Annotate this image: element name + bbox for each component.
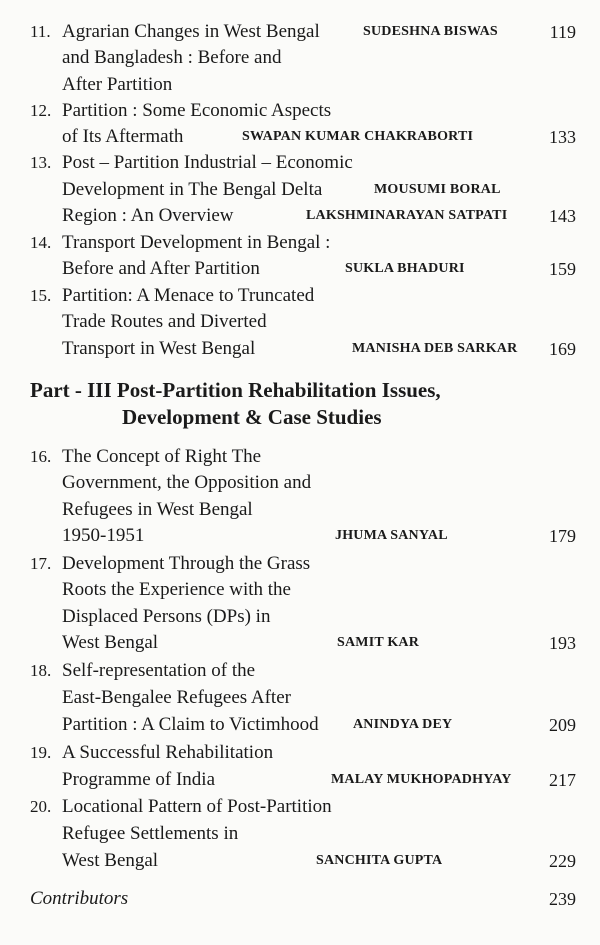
entry-title-line: Agrarian Changes in West Bengal — [62, 21, 320, 42]
toc-entry-11-line-2 — [0, 45, 600, 71]
entry-title-line: After Partition — [62, 74, 173, 95]
entry-title-line: Region : An Overview — [62, 205, 234, 226]
entry-page-number: 169 — [549, 339, 576, 359]
toc-entry-13 — [0, 150, 600, 176]
entry-author: JHUMA SANYAL — [335, 528, 448, 543]
toc-entry-12-line-2 — [0, 124, 600, 150]
entry-number: 15. — [30, 286, 52, 305]
entry-page-number: 159 — [549, 259, 576, 279]
entry-title-line: Trade Routes and Diverted — [62, 311, 267, 332]
entry-number: 13. — [30, 153, 52, 172]
entry-title-line: Transport in West Bengal — [62, 338, 256, 359]
entry-title-line: and Bangladesh : Before and — [62, 47, 282, 68]
entry-title-line: Government, the Opposition and — [62, 472, 312, 493]
entry-title-line: 1950-1951 — [62, 525, 145, 546]
toc-entry-20-line-3 — [0, 848, 600, 874]
entry-author: ANINDYA DEY — [353, 717, 453, 732]
entry-page-number: 119 — [549, 22, 576, 42]
entry-author: SWAPAN KUMAR CHAKRABORTI — [242, 129, 474, 144]
toc-entry-19-line-2 — [0, 767, 600, 793]
entry-page-number: 229 — [549, 851, 576, 871]
entry-number: 17. — [30, 554, 52, 573]
toc-entry-11-line-3 — [0, 72, 600, 98]
entry-title-line: Displaced Persons (DPs) in — [62, 606, 271, 627]
toc-entry-12 — [0, 98, 600, 124]
entry-author: SANCHITA GUPTA — [316, 853, 443, 868]
entry-page-number: 193 — [549, 633, 576, 653]
entry-title-line: A Successful Rehabilitation — [62, 742, 274, 763]
entry-number: 12. — [30, 101, 52, 120]
toc-entry-18-line-3 — [0, 712, 600, 738]
entry-number: 14. — [30, 233, 52, 252]
entry-title-line: West Bengal — [62, 632, 159, 653]
toc-contributors — [0, 886, 600, 912]
toc-entry-17-line-4 — [0, 630, 600, 656]
toc-entry-16-line-4 — [0, 523, 600, 549]
toc-entry-19 — [0, 740, 600, 766]
part-heading-line-1: Part - III Post-Partition Rehabilitation Issues, — [30, 378, 441, 402]
entry-title-line: Self-representation of the — [62, 660, 256, 681]
entry-author: MALAY MUKHOPADHYAY — [331, 772, 512, 787]
toc-entry-17 — [0, 551, 600, 577]
toc-entry-13-line-2 — [0, 177, 600, 203]
entry-number: 20. — [30, 797, 52, 816]
toc-entry-13-line-3 — [0, 203, 600, 229]
entry-page-number: 179 — [549, 526, 576, 546]
entry-title-line: Roots the Experience with the — [62, 579, 291, 600]
toc-entry-20-line-2 — [0, 821, 600, 847]
entry-title-line: East-Bengalee Refugees After — [62, 687, 291, 708]
entry-author: SAMIT KAR — [337, 635, 420, 650]
entry-title-line: of Its Aftermath — [62, 126, 184, 147]
toc-entry-11 — [0, 19, 600, 45]
entry-title-line: Refugee Settlements in — [62, 823, 239, 844]
entry-title-line: Development Through the Grass — [62, 553, 311, 574]
entry-title-line: Locational Pattern of Post-Partition — [62, 796, 332, 817]
entry-author: SUKLA BHADURI — [345, 261, 465, 276]
entry-title-line: Before and After Partition — [62, 258, 260, 279]
toc-entry-18 — [0, 658, 600, 684]
entry-author: MANISHA DEB SARKAR — [352, 341, 518, 356]
entry-title-line: Partition : A Claim to Victimhood — [62, 714, 319, 735]
toc-entry-14 — [0, 230, 600, 256]
entry-page-number: 133 — [549, 127, 576, 147]
entry-title-line: Transport Development in Bengal : — [62, 232, 331, 253]
entry-author: MOUSUMI BORAL — [374, 182, 501, 197]
toc-entry-16-line-3 — [0, 497, 600, 523]
entry-page-number: 239 — [549, 889, 576, 909]
toc-entry-17-line-3 — [0, 604, 600, 630]
entry-number: 11. — [30, 22, 51, 41]
part-heading-line-2: Development & Case Studies — [122, 405, 382, 429]
toc-entry-16 — [0, 444, 600, 470]
toc-entry-15-line-2 — [0, 309, 600, 335]
toc-entry-16-line-2 — [0, 470, 600, 496]
toc-entry-14-line-2 — [0, 256, 600, 282]
entry-title-line: West Bengal — [62, 850, 159, 871]
entry-page-number: 143 — [549, 206, 576, 226]
toc-entry-20 — [0, 794, 600, 820]
entry-title-line: Partition: A Menace to Truncated — [62, 285, 315, 306]
entry-author: SUDESHNA BISWAS — [363, 24, 498, 39]
toc-entry-15 — [0, 283, 600, 309]
contributors-label: Contributors — [30, 888, 129, 909]
entry-title-line: Post – Partition Industrial – Economic — [62, 152, 353, 173]
entry-number: 19. — [30, 743, 52, 762]
entry-title-line: The Concept of Right The — [62, 446, 262, 467]
entry-page-number: 217 — [549, 770, 576, 790]
entry-number: 16. — [30, 447, 52, 466]
entry-title-line: Development in The Bengal Delta — [62, 179, 323, 200]
entry-title-line: Partition : Some Economic Aspects — [62, 100, 332, 121]
entry-title-line: Refugees in West Bengal — [62, 499, 253, 520]
toc-entry-17-line-2 — [0, 577, 600, 603]
entry-title-line: Programme of India — [62, 769, 216, 790]
entry-author: LAKSHMINARAYAN SATPATI — [306, 208, 508, 223]
entry-page-number: 209 — [549, 715, 576, 735]
toc-entry-18-line-2 — [0, 685, 600, 711]
toc-entry-15-line-3 — [0, 336, 600, 362]
entry-number: 18. — [30, 661, 52, 680]
